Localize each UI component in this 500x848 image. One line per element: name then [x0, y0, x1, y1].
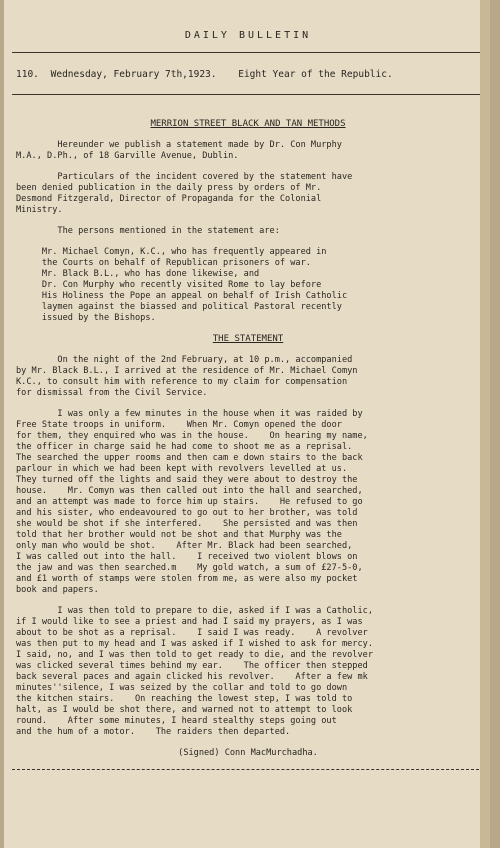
- dateline-rule: [12, 94, 484, 95]
- particulars-paragraph: Particulars of the incident covered by the statement have been denied publication in the daily press by orders of Mr. Desmond Fitzgerald, Director of Propaganda for the Colonial Ministry.: [16, 172, 353, 215]
- republic-year: Eight Year of the Republic.: [238, 69, 393, 80]
- statement-heading: THE STATEMENT: [212, 334, 284, 344]
- issue-number: 110.: [16, 69, 39, 80]
- persons-list: Mr. Michael Comyn, K.C., who has frequently appeared in the Courts on behalf of Republican prisoners of war. Mr. Black B.L., who has done likewise, and Dr. Con Murphy who recently visited Rome to lay before His Holiness the Pope an appeal on behalf of Irish Catholic laymen against the biassed and political Pastoral recently issued by the Bishops.: [41, 247, 348, 323]
- statement-paragraph-3: I was then told to prepare to die, asked if I was a Catholic, if I would like to see a priest and had I said my prayers, as I was about to be shot as a reprisal. I said I was ready. A revolver was then put to my head and I was asked if I wished to ask for mercy. I said, no, and I was then told to get ready to die, and the revolver was clicked several times behind my ear. The officer then stepped back several paces and again clicked his revolver. After a few mk minutes''silence, I was seized by the collar and told to go down the kitchen stairs. On reaching the lowest step, I was told to halt, as I would be shot there, and warned not to attempt to look round. After some minutes, I heard stealthy steps going out and the hum of a motor. The raiders then departed.: [16, 606, 373, 737]
- dateline: [16, 53, 480, 94]
- statement-paragraph-1: On the night of the 2nd February, at 10 p.m., accompanied by Mr. Black B.L., I arrived at the residence of Mr. Michael Comyn K.C., to consult him with reference to my claim for compensation for dismissal from the Civil Service.: [16, 355, 358, 398]
- persons-intro: The persons mentioned in the statement are:: [16, 226, 280, 236]
- bottom-dashed-rule: [12, 769, 484, 770]
- intro-paragraph: Hereunder we publish a statement made by Dr. Con Murphy M.A., D.Ph., of 18 Garville Avenue, Dublin.: [16, 140, 342, 161]
- page-edge: [480, 0, 490, 848]
- bulletin-page: [4, 0, 490, 848]
- statement-paragraph-2: I was only a few minutes in the house when it was raided by Free State troops in uniform. When Mr. Comyn opened the door for them, they enquired who was in the house. On hearing my name, the officer in charge said he had come to shoot me as a reprisal. The searched the upper rooms and then cam e down stairs to the back parlour in which we had been kept with revolvers levelled at us. They turned off the lights and said they were about to destroy the house. Mr. Comyn was then called out into the hall and searched, and an attempt was made to force him up stairs. He refused to go and his sister, who endeavoured to go out to her brother, was told she would be shot if she interfered. She persisted and was then told that her brother would not be shot and that Murphy was the only man who would be shot. After Mr. Black had been searched, I was called out into the hall. I received two violent blows on the jaw and was then searched.m My gold watch, a sum of £27-5-0, and £1 worth of stamps were stolen from me, as were also my pocket book and papers.: [16, 409, 368, 595]
- article-title: MERRION STREET BLACK AND TAN METHODS: [150, 119, 346, 129]
- issue-date: Wednesday, February 7th,1923.: [50, 69, 217, 80]
- masthead: DAILY BULLETIN: [184, 30, 312, 41]
- signature: (Signed) Conn MacMurchadha.: [178, 748, 318, 758]
